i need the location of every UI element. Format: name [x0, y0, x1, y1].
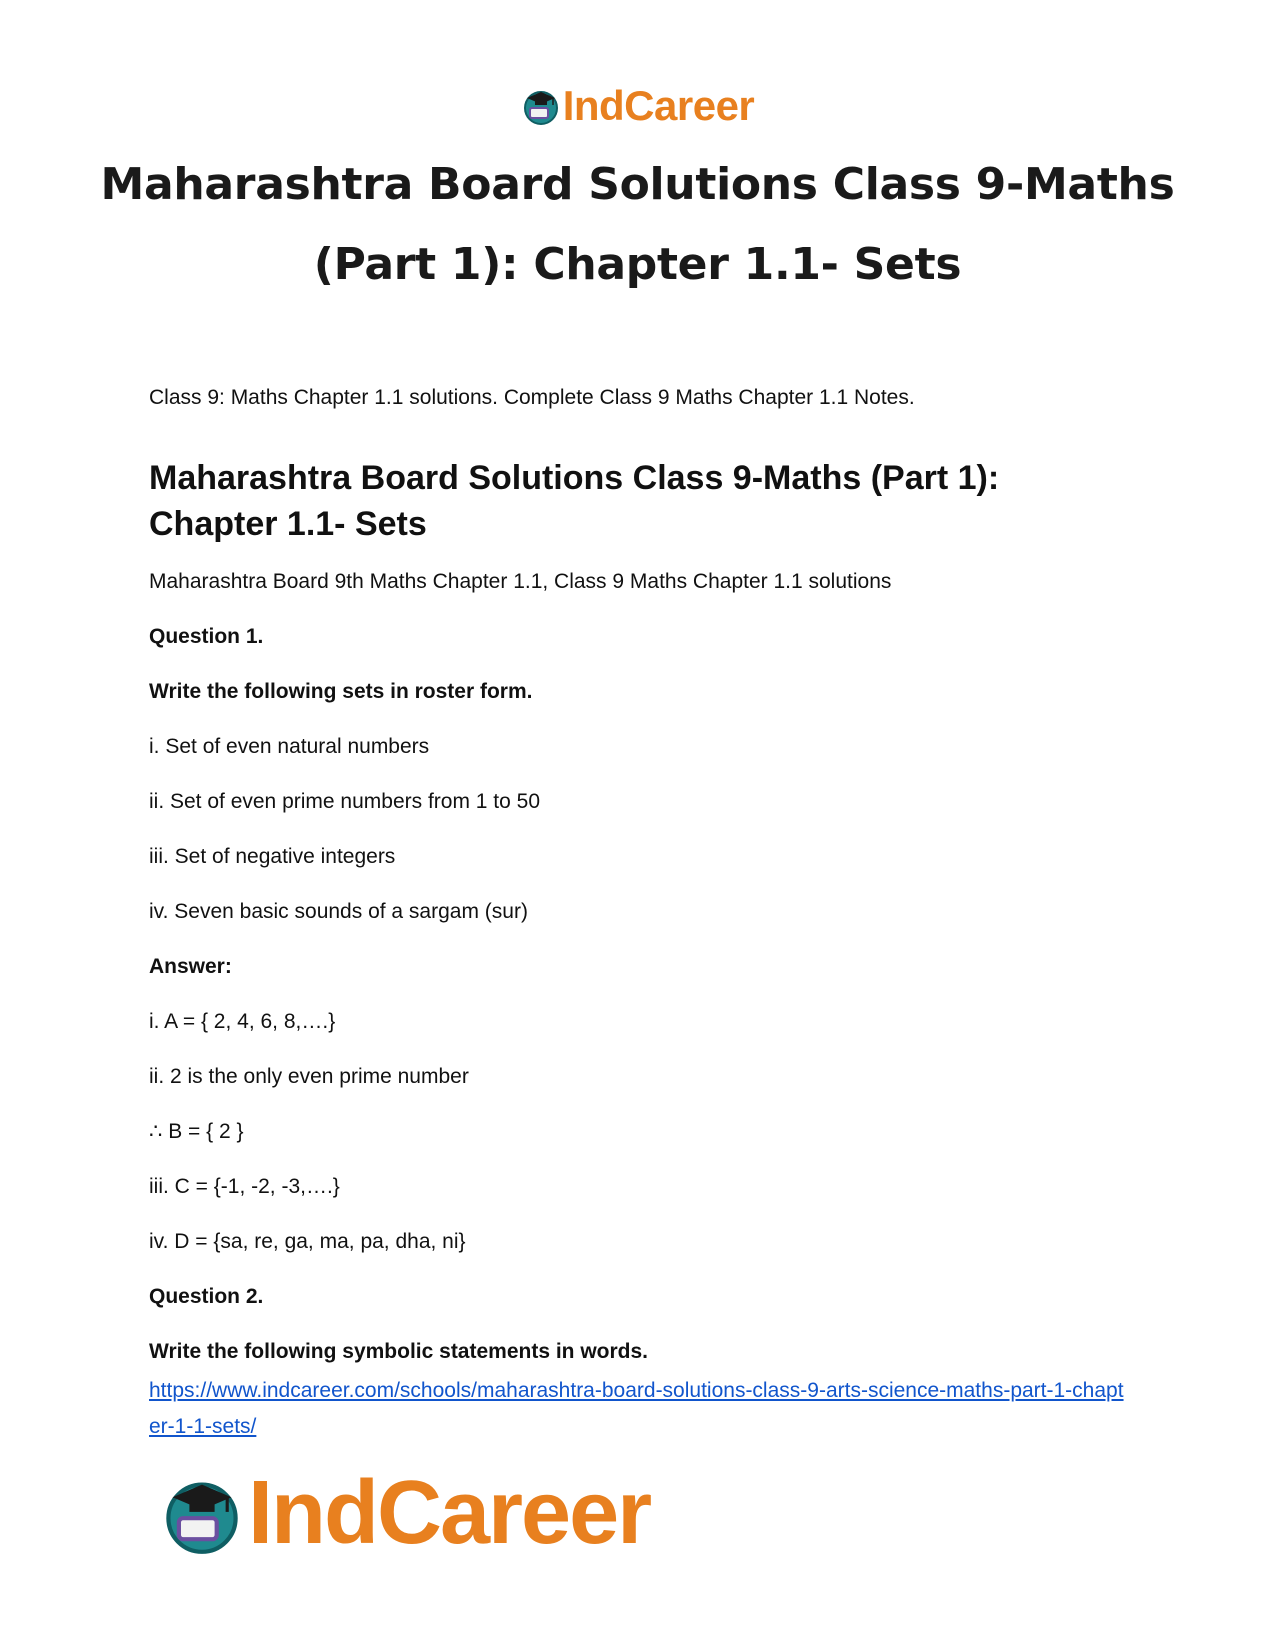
question-prompt: Write the following sets in roster form.	[149, 680, 533, 703]
graduation-cap-globe-icon	[160, 1472, 244, 1556]
answer-item: iv. D = {sa, re, ga, ma, pa, dha, ni}	[149, 1230, 466, 1253]
graduation-cap-globe-icon	[521, 86, 561, 126]
answer-item: i. A = { 2, 4, 6, 8,….}	[149, 1010, 336, 1033]
question-item: iii. Set of negative integers	[149, 845, 396, 868]
answer-item: ∴ B = { 2 }	[149, 1120, 244, 1143]
logo-text: IndCareer	[562, 82, 755, 129]
question-prompt: Write the following symbolic statements in words.	[149, 1340, 649, 1363]
question-item: i. Set of even natural numbers	[149, 735, 430, 758]
intro-text: Class 9: Maths Chapter 1.1 solutions. Complete Class 9 Maths Chapter 1.1 Notes.	[149, 386, 915, 409]
question-label: Question 1.	[149, 625, 264, 648]
header-logo	[0, 80, 1275, 132]
answer-item: ii. 2 is the only even prime number	[149, 1065, 469, 1088]
article-body	[149, 383, 1129, 1445]
question-item: iv. Seven basic sounds of a sargam (sur)	[149, 900, 528, 923]
answer-item: iii. C = {-1, -2, -3,….}	[149, 1175, 340, 1198]
footer-logo	[160, 1462, 650, 1565]
question-item: ii. Set of even prime numbers from 1 to 50	[149, 790, 541, 813]
answer-label: Answer:	[149, 955, 232, 978]
source-link[interactable]: https://www.indcareer.com/schools/maharashtra-board-solutions-class-9-arts-science-maths-part-1-chapter-1-1-sets/	[149, 1379, 1124, 1438]
logo-text: IndCareer	[248, 1463, 651, 1563]
section-heading: Maharashtra Board Solutions Class 9-Maths (Part 1): Chapter 1.1- Sets	[149, 459, 1000, 543]
question-label: Question 2.	[149, 1285, 264, 1308]
subtitle-text: Maharashtra Board 9th Maths Chapter 1.1, Class 9 Maths Chapter 1.1 solutions	[149, 570, 892, 593]
page-title: Maharashtra Board Solutions Class 9-Maths (Part 1): Chapter 1.1- Sets	[100, 159, 1175, 290]
